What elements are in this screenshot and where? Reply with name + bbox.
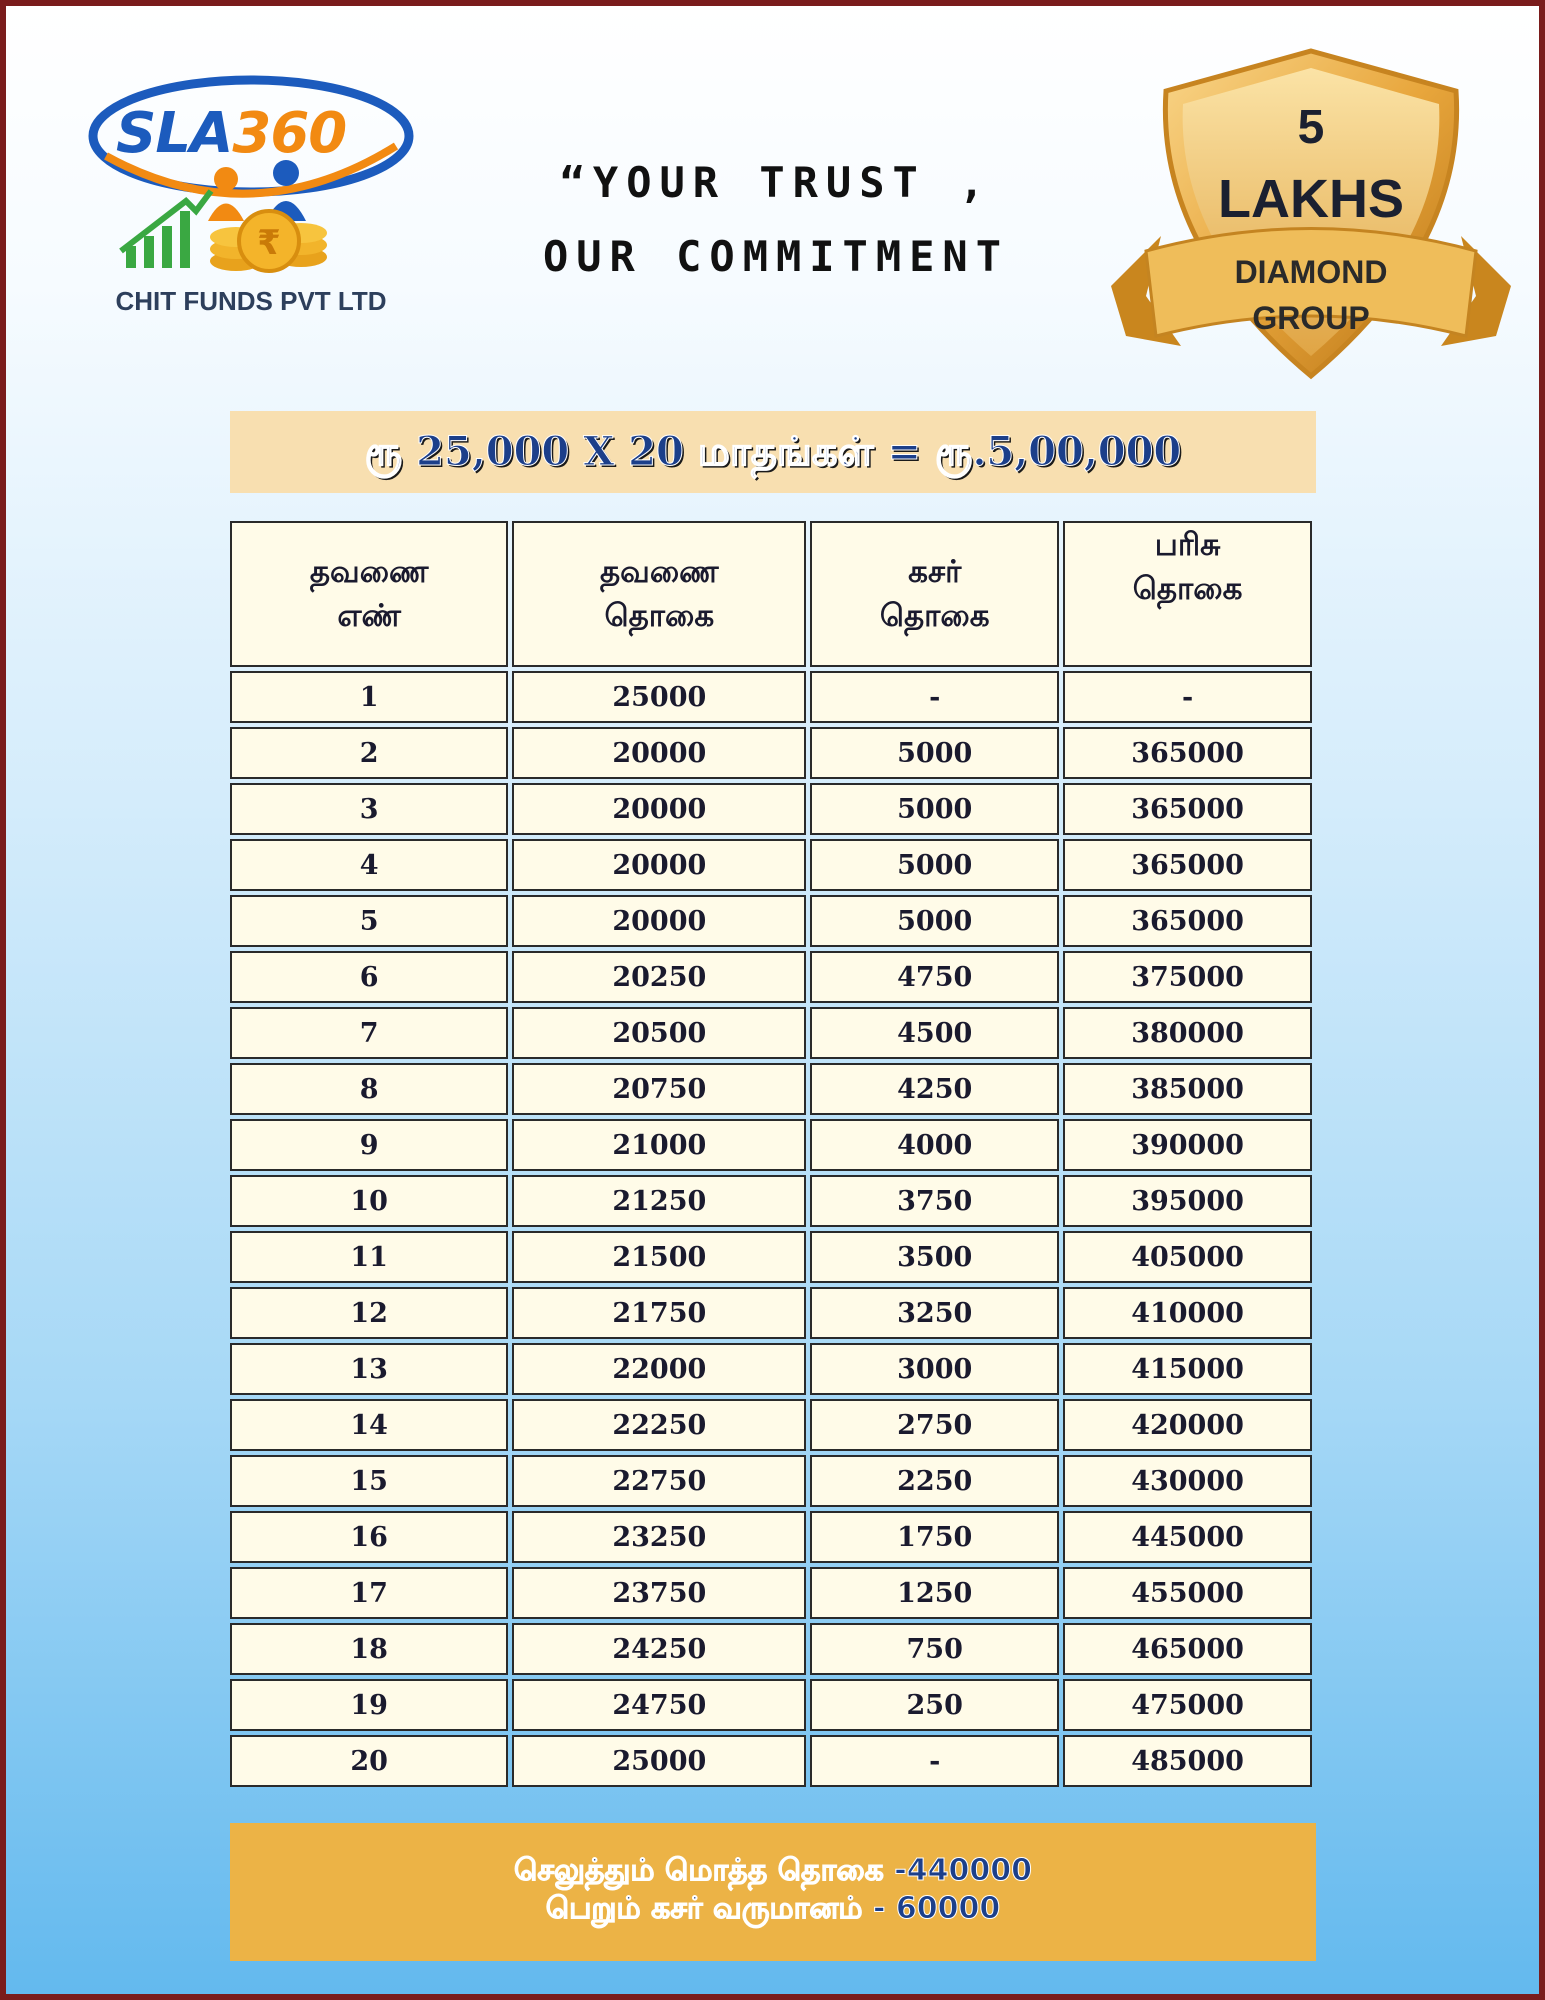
installment-no-cell: 15 (230, 1455, 508, 1507)
table-row (230, 1399, 1312, 1451)
badge-label-line2: GROUP (1252, 300, 1370, 336)
discount-amount-cell: 250 (810, 1679, 1059, 1731)
discount-amount-cell: 5000 (810, 783, 1059, 835)
prize-amount-cell: 365000 (1063, 727, 1312, 779)
table-row (230, 1287, 1312, 1339)
table-row (230, 1567, 1312, 1619)
prize-amount-cell: 390000 (1063, 1119, 1312, 1171)
installment-no-cell: 8 (230, 1063, 508, 1115)
installment-no-cell: 4 (230, 839, 508, 891)
prize-amount-cell: 375000 (1063, 951, 1312, 1003)
logo-brand: SLA360 (116, 101, 347, 166)
prize-amount-cell: 455000 (1063, 1567, 1312, 1619)
table-row (230, 1343, 1312, 1395)
discount-amount-cell: 2250 (810, 1455, 1059, 1507)
table-row (230, 1175, 1312, 1227)
installment-no-cell: 17 (230, 1567, 508, 1619)
installment-no-cell: 12 (230, 1287, 508, 1339)
prize-amount-cell: 395000 (1063, 1175, 1312, 1227)
table-row (230, 1623, 1312, 1675)
table-row (230, 839, 1312, 891)
installment-amount-cell: 20000 (512, 895, 806, 947)
installment-amount-cell: 24750 (512, 1679, 806, 1731)
discount-income-text: பெறும் கசர் வருமானம் - 60000 (545, 1891, 1001, 1926)
discount-amount-cell: 4500 (810, 1007, 1059, 1059)
installment-amount-cell: 20000 (512, 727, 806, 779)
installment-amount-cell: 21000 (512, 1119, 806, 1171)
installment-amount-cell: 25000 (512, 1735, 806, 1787)
discount-amount-cell: 3000 (810, 1343, 1059, 1395)
installment-amount-cell: 20750 (512, 1063, 806, 1115)
prize-amount-cell: 485000 (1063, 1735, 1312, 1787)
prize-amount-cell: 380000 (1063, 1007, 1312, 1059)
prize-amount-cell: 365000 (1063, 895, 1312, 947)
discount-amount-cell: 3250 (810, 1287, 1059, 1339)
discount-amount-cell: 5000 (810, 839, 1059, 891)
installment-amount-cell: 25000 (512, 671, 806, 723)
formula-banner: ரூ 25,000 X 20 மாதங்கள் = ரூ.5,00,000 (230, 411, 1316, 493)
prize-amount-cell: 445000 (1063, 1511, 1312, 1563)
header-prize-amount: பரிசு தொகை (1063, 521, 1312, 667)
discount-amount-cell: - (810, 671, 1059, 723)
coins-rupee-people-logo-icon (86, 61, 416, 281)
discount-amount-cell: 5000 (810, 727, 1059, 779)
discount-amount-cell: 4250 (810, 1063, 1059, 1115)
table-row (230, 1455, 1312, 1507)
installment-no-cell: 19 (230, 1679, 508, 1731)
installment-no-cell: 1 (230, 671, 508, 723)
discount-amount-cell: 3500 (810, 1231, 1059, 1283)
installment-amount-cell: 20000 (512, 783, 806, 835)
installment-no-cell: 13 (230, 1343, 508, 1395)
table-row (230, 671, 1312, 723)
installment-amount-cell: 22250 (512, 1399, 806, 1451)
installment-no-cell: 9 (230, 1119, 508, 1171)
installment-no-cell: 14 (230, 1399, 508, 1451)
prize-amount-cell: 430000 (1063, 1455, 1312, 1507)
prize-amount-cell: 365000 (1063, 783, 1312, 835)
prize-amount-cell: 465000 (1063, 1623, 1312, 1675)
prize-amount-cell: 410000 (1063, 1287, 1312, 1339)
discount-amount-cell: - (810, 1735, 1059, 1787)
discount-amount-cell: 3750 (810, 1175, 1059, 1227)
svg-text:₹: ₹ (257, 223, 281, 263)
installment-no-cell: 16 (230, 1511, 508, 1563)
company-logo (86, 61, 416, 331)
prize-amount-cell: 475000 (1063, 1679, 1312, 1731)
table-row (230, 1735, 1312, 1787)
installment-no-cell: 6 (230, 951, 508, 1003)
installment-amount-cell: 22000 (512, 1343, 806, 1395)
badge-unit: LAKHS (1218, 169, 1404, 229)
table-row (230, 1231, 1312, 1283)
installment-amount-cell: 21250 (512, 1175, 806, 1227)
slogan-line1: “YOUR TRUST , (559, 158, 993, 207)
installment-amount-cell: 20250 (512, 951, 806, 1003)
discount-amount-cell: 750 (810, 1623, 1059, 1675)
installment-amount-cell: 21750 (512, 1287, 806, 1339)
discount-amount-cell: 1250 (810, 1567, 1059, 1619)
table-row (230, 727, 1312, 779)
installment-amount-cell: 23750 (512, 1567, 806, 1619)
table-row (230, 951, 1312, 1003)
prize-amount-cell: 415000 (1063, 1343, 1312, 1395)
slogan-line2: OUR COMMITMENT (542, 232, 1009, 281)
prize-amount-cell: - (1063, 671, 1312, 723)
installment-amount-cell: 24250 (512, 1623, 806, 1675)
prize-amount-cell: 385000 (1063, 1063, 1312, 1115)
installment-table (226, 517, 1316, 1791)
prize-amount-cell: 405000 (1063, 1231, 1312, 1283)
logo-subtitle: CHIT FUNDS PVT LTD (115, 286, 387, 316)
discount-amount-cell: 1750 (810, 1511, 1059, 1563)
discount-amount-cell: 5000 (810, 895, 1059, 947)
header-installment-no: தவணை எண் (230, 521, 508, 667)
badge-label-line1: DIAMOND (1234, 254, 1388, 290)
table-row (230, 1119, 1312, 1171)
installment-no-cell: 11 (230, 1231, 508, 1283)
table-row (230, 1063, 1312, 1115)
installment-amount-cell: 22750 (512, 1455, 806, 1507)
installment-no-cell: 10 (230, 1175, 508, 1227)
installment-no-cell: 7 (230, 1007, 508, 1059)
installment-amount-cell: 21500 (512, 1231, 806, 1283)
table-header-row (230, 521, 1312, 667)
installment-amount-cell: 20500 (512, 1007, 806, 1059)
installment-no-cell: 18 (230, 1623, 508, 1675)
discount-amount-cell: 4000 (810, 1119, 1059, 1171)
prize-amount-cell: 420000 (1063, 1399, 1312, 1451)
installment-amount-cell: 20000 (512, 839, 806, 891)
table-row (230, 1511, 1312, 1563)
discount-amount-cell: 4750 (810, 951, 1059, 1003)
installment-no-cell: 2 (230, 727, 508, 779)
installment-no-cell: 20 (230, 1735, 508, 1787)
badge-number: 5 (1297, 101, 1325, 154)
installment-amount-cell: 23250 (512, 1511, 806, 1563)
table-row (230, 895, 1312, 947)
plan-badge (1106, 46, 1516, 386)
discount-amount-cell: 2750 (810, 1399, 1059, 1451)
slogan (486, 146, 1066, 294)
installment-no-cell: 5 (230, 895, 508, 947)
installment-no-cell: 3 (230, 783, 508, 835)
table-row (230, 783, 1312, 835)
page (6, 6, 1539, 1994)
table-row (230, 1007, 1312, 1059)
prize-amount-cell: 365000 (1063, 839, 1312, 891)
total-paid-text: செலுத்தும் மொத்த தொகை -440000 (514, 1853, 1032, 1888)
table-row (230, 1679, 1312, 1731)
header-discount-amount: கசர் தொகை (810, 521, 1059, 667)
summary-footer (230, 1823, 1316, 1961)
header-installment-amount: தவணை தொகை (512, 521, 806, 667)
